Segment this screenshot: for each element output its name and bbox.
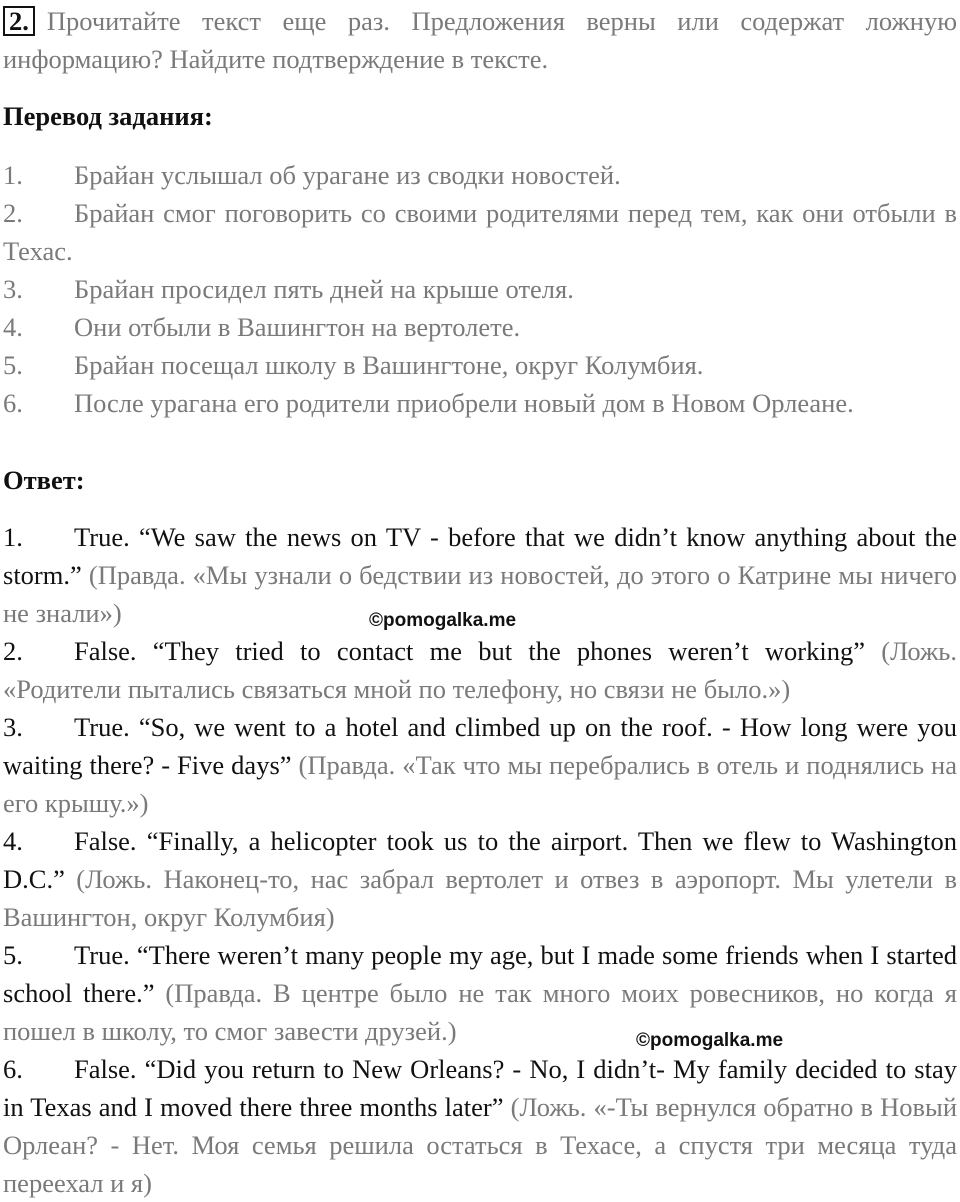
item-number: 4. bbox=[3, 826, 23, 856]
answer-english: True. “There weren’t many people my age, but I made some friends when I started school there.” bbox=[3, 940, 957, 1008]
answer-item bbox=[3, 632, 957, 708]
item-number: 5. bbox=[3, 350, 23, 380]
answer-english: False. “Did you return to New Orleans? - No, I didn’t- My family decided to stay in Texas and I moved there three months later” bbox=[3, 1054, 957, 1122]
item-text: Брайан услышал об урагане из сводки новостей. bbox=[74, 160, 621, 190]
answer-item bbox=[3, 708, 957, 822]
answer-russian: (Ложь. Наконец-то, нас забрал вертолет и отвез в аэропорт. Мы улетели в Вашингтон, округ Колумбия) bbox=[3, 864, 958, 932]
translation-item bbox=[3, 270, 957, 308]
answer-item bbox=[3, 936, 957, 1050]
item-number: 1. bbox=[3, 160, 23, 190]
item-number: 2. bbox=[3, 198, 23, 228]
answer-russian: (Правда. «Так что мы перебрались в отель и поднялись на его крышу.») bbox=[3, 750, 957, 818]
translation-item bbox=[3, 384, 957, 422]
answer-russian: (Ложь. «Родители пытались связаться мной по телефону, но связи не было.») bbox=[3, 636, 957, 704]
task-instruction-block bbox=[3, 2, 957, 78]
translation-heading: Перевод задания: bbox=[3, 101, 213, 131]
answer-item bbox=[3, 822, 957, 936]
answer-english: False. “They tried to contact me but the phones weren’t working” bbox=[74, 636, 866, 666]
watermark: ©pomogalka.me bbox=[636, 1030, 784, 1051]
item-number: 1. bbox=[3, 522, 23, 552]
answer-russian: (Правда. «Мы узнали о бедствии из новостей, до этого о Катрине мы ничего не знали») bbox=[3, 560, 958, 628]
item-text: Они отбыли в Вашингтон на вертолете. bbox=[74, 312, 521, 342]
answer-russian: (Ложь. «-Ты вернулся обратно в Новый Орлеан? - Нет. Моя семья решила остаться в Техасе, а спустя три месяца туда переехал и я) bbox=[3, 1092, 958, 1198]
answer-heading: Ответ: bbox=[3, 465, 85, 495]
answer-english: True. “We saw the news on TV - before that we didn’t know anything about the storm.” bbox=[3, 522, 957, 590]
watermark: ©pomogalka.me bbox=[369, 610, 517, 631]
item-number: 6. bbox=[3, 388, 23, 418]
item-number: 3. bbox=[3, 274, 23, 304]
answer-item bbox=[3, 1050, 957, 1202]
item-number: 2. bbox=[3, 636, 23, 666]
item-text: Брайан посещал школу в Вашингтоне, округ Колумбия. bbox=[74, 350, 704, 380]
translation-item bbox=[3, 346, 957, 384]
answer-english: True. “So, we went to a hotel and climbed up on the roof. - How long were you waiting there? - Five days” bbox=[3, 712, 957, 780]
item-number: 3. bbox=[3, 712, 23, 742]
item-number: 4. bbox=[3, 312, 23, 342]
item-text: После урагана его родители приобрели новый дом в Новом Орлеане. bbox=[74, 388, 854, 418]
task-number-box: 2. bbox=[3, 6, 35, 36]
answer-russian: (Правда. В центре было не так много моих ровесников, но когда я пошел в школу, то смог завести друзей.) bbox=[3, 978, 957, 1046]
task-instruction: Прочитайте текст еще раз. Предложения верны или содержат ложную информацию? Найдите подтверждение в тексте. bbox=[3, 6, 957, 74]
translation-item bbox=[3, 308, 957, 346]
item-text: Брайан просидел пять дней на крыше отеля. bbox=[74, 274, 574, 304]
translation-item bbox=[3, 156, 957, 194]
answer-english: False. “Finally, a helicopter took us to the airport. Then we flew to Washington D.C.” bbox=[3, 826, 957, 894]
item-number: 5. bbox=[3, 940, 23, 970]
translation-item bbox=[3, 194, 957, 270]
item-text: Брайан смог поговорить со своими родителями перед тем, как они отбыли в Техас. bbox=[3, 198, 957, 266]
item-number: 6. bbox=[3, 1054, 23, 1084]
